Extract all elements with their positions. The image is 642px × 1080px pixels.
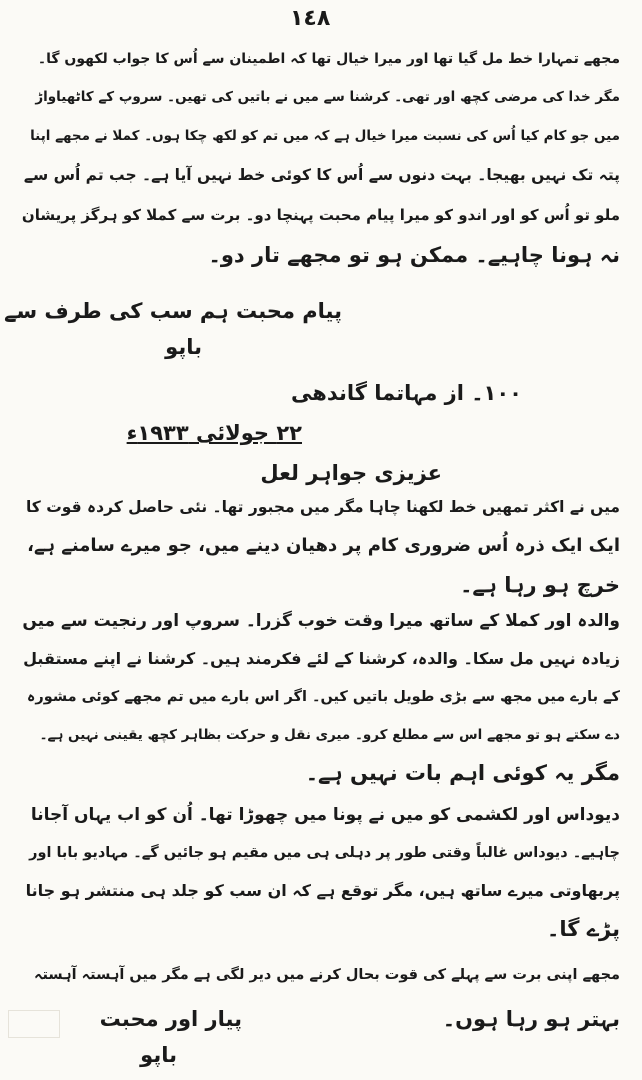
letter-date: ۲۲ جولائی ۱۹۳۳ء <box>126 421 302 445</box>
letter-heading: ۱۰۰۔ از مہاتما گاندھی <box>291 381 522 405</box>
letter1-closing: پیام محبت ہم سب کی طرف سے <box>4 299 342 323</box>
letter2-line: پربھاوتی میرے ساتھ ہیں، مگر توقع ہے کہ ان سب کو جلد ہی منتشر ہو جانا <box>25 881 620 900</box>
letter2-line: زیادہ نہیں مل سکا۔ والدہ، کرشنا کے لئے فکرمند ہیں۔ کرشنا نے اپنے مستقبل <box>23 649 620 668</box>
letter1-signature: باپو <box>165 335 202 359</box>
letter1-line: پتہ تک نہیں بھیجا۔ بہت دنوں سے اُس کا کوئی خط نہیں آیا ہے۔ جب تم اُس سے <box>23 166 620 184</box>
letter2-line: مگر یہ کوئی اہم بات نہیں ہے۔ <box>305 761 620 785</box>
letter2-line: ایک ایک ذرہ اُس ضروری کام پر دھیان دینے میں، جو میرے سامنے ہے، <box>27 535 620 556</box>
letter2-line: میں نے اکثر تمھیں خط لکھنا چاہا مگر میں مجبور تھا۔ نئی حاصل کردہ قوت کا <box>25 498 620 516</box>
letter2-line: خرچ ہو رہا ہے۔ <box>460 573 620 597</box>
letter2-line: دے سکتے ہو تو مجھے اس سے مطلع کرو۔ میری نقل و حرکت بظاہر کچھ یقینی نہیں ہے۔ <box>39 727 620 743</box>
page-number: ١٤٨ <box>290 6 331 31</box>
letter2-signature: باپو <box>140 1043 177 1067</box>
letter2-line: بہتر ہو رہا ہوں۔ <box>442 1007 620 1031</box>
letter1-line: میں جو کام کیا اُس کی نسبت میرا خیال ہے کہ میں تم کو لکھ چکا ہوں۔ کملا نے مجھے اپنا <box>30 128 620 144</box>
faint-stamp <box>8 1010 60 1038</box>
salutation: عزیزی جواہر لعل <box>260 461 442 485</box>
letter2-line: مجھے اپنی برت سے پہلے کی قوت بحال کرنے میں دیر لگی ہے مگر میں آہستہ آہستہ <box>33 967 620 983</box>
letter1-line: ملو تو اُس کو اور اندو کو میرا پیام محبت پہنچا دو۔ برت سے کملا کو ہرگز پریشان <box>21 206 620 224</box>
letter1-line: مجھے تمہارا خط مل گیا تھا اور میرا خیال تھا کہ اطمینان سے اُس کا جواب لکھوں گا۔ <box>37 51 620 67</box>
letter2-line: دیوداس اور لکشمی کو میں نے پونا میں چھوڑا تھا۔ اُن کو اب یہاں آجانا <box>30 805 620 825</box>
letter2-line: پڑے گا۔ <box>547 917 620 941</box>
letter2-line: والدہ اور کملا کے ساتھ میرا وقت خوب گزرا۔ سروپ اور رنجیت سے میں <box>22 611 620 631</box>
letter2-line: کے بارے میں مجھ سے بڑی طویل باتیں کیں۔ اگر اس بارے میں تم مجھے کوئی مشورہ <box>26 689 620 705</box>
letter1-line: نہ ہونا چاہیے۔ ممکن ہو تو مجھے تار دو۔ <box>208 243 620 267</box>
letter2-closing: پیار اور محبت <box>99 1007 242 1031</box>
letter1-line: مگر خدا کی مرضی کچھ اور تھی۔ کرشنا سے میں نے باتیں کی تھیں۔ سروپ کے کاٹھیاواڑ <box>35 89 620 105</box>
letter2-line: چاہیے۔ دیوداس غالباً وقتی طور پر دہلی ہی میں مقیم ہو جائیں گے۔ مہادیو بابا اور <box>29 845 620 861</box>
